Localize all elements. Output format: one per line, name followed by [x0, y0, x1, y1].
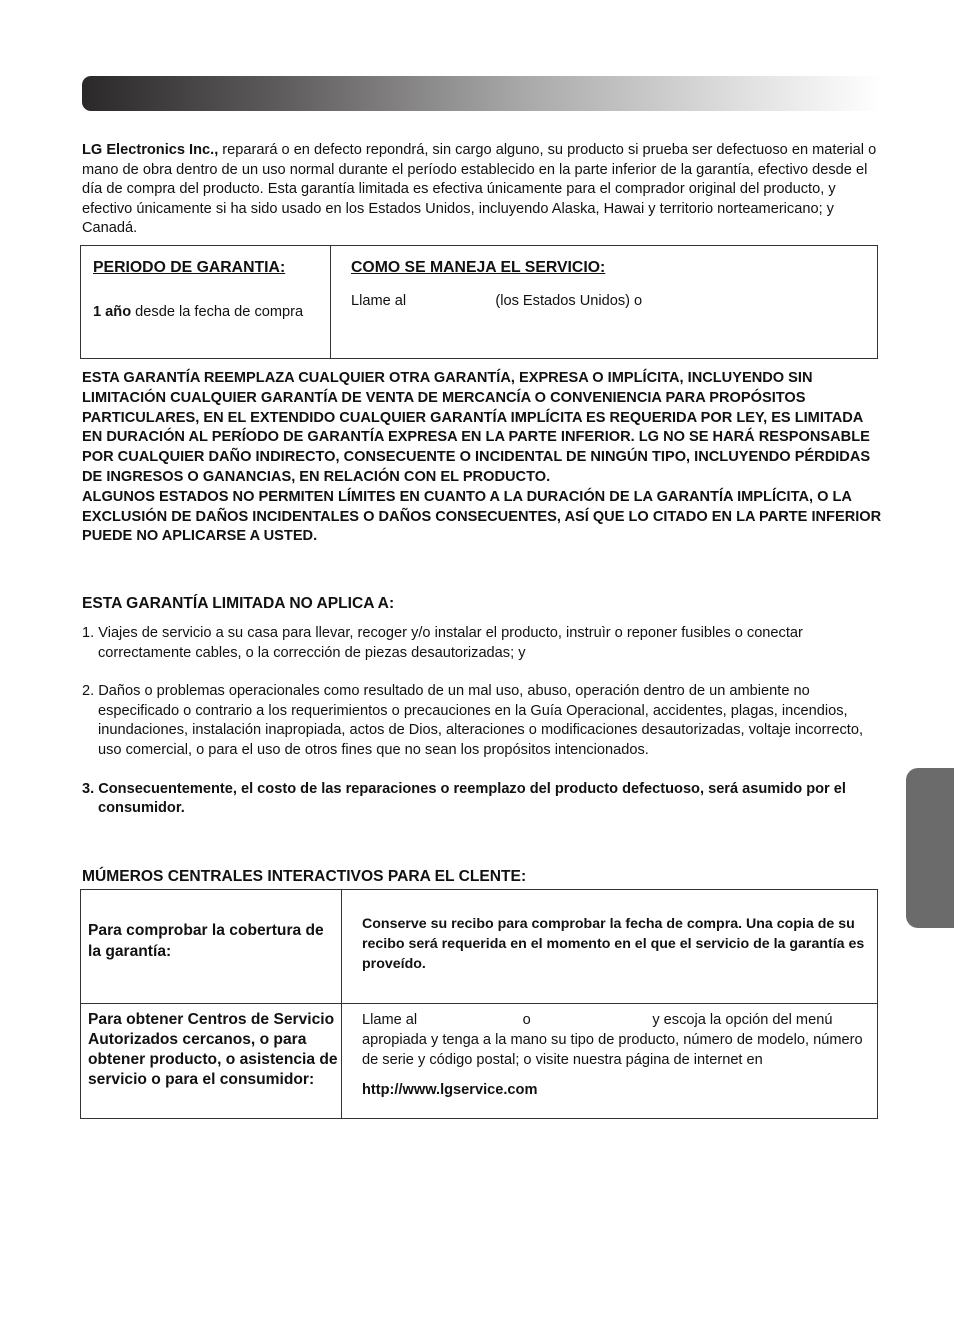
intro-paragraph: [82, 141, 882, 239]
service-cell: [331, 246, 878, 359]
list-item: 3. Consecuentemente, el costo de las reparaciones o reemplazo del producto defectuoso, será asumido por el consumidor.: [82, 780, 846, 817]
period-value: [93, 304, 330, 320]
side-section-tab: [906, 768, 954, 928]
service-heading: COMO SE MANEJA EL SERVICIO:: [351, 259, 606, 276]
coverage-label: Para comprobar la cobertura de la garantía:: [81, 890, 342, 1004]
list-item: 2. Daños o problemas operacionales como resultado de un mal uso, abuso, operación dentro de un ambiente no especificado o contrario a los requerimientos o precauciones en la Guía Operacional, accidentes, plagas, incendios, inundaciones, instalación inapropiada, actos de Dios, alteraciones o modificaciones desautorizadas, voltaje incorrecto, uso comercial, o para el uso de otros fines que no sean los propósitos intencionados.: [82, 683, 863, 758]
customer-numbers-table: [80, 889, 878, 1119]
list-item: 1. Viajes de servicio a su casa para llevar, recoger y/o instalar el producto, instruìr o reponer fusibles o conectar correctamente cables, o la corrección de piezas desautorizadas; y: [82, 625, 803, 661]
period-duration: 1 año: [93, 304, 132, 320]
disclaimer: [82, 369, 882, 547]
call-line: Llame al o y escoja la opción del menú: [362, 1012, 833, 1028]
service-text: Llame al (los Estados Unidos) o: [351, 293, 643, 309]
coverage-value: Conserve su recibo para comprobar la fecha de compra. Una copia de su recibo será requerida en el momento en el que el servicio de la garantía es proveído.: [342, 890, 878, 1004]
service-centers-label: Para obtener Centros de Servicio Autorizados cercanos, o para obtener producto, o asistencia de servicio o para el consumidor:: [81, 1004, 342, 1119]
call-instructions: apropiada y tenga a la mano su tipo de producto, número de modelo, número de serie y código postal; o visite nuestra página de internet en: [362, 1032, 863, 1068]
service-centers-value: [342, 1004, 878, 1119]
company-name: LG Electronics Inc.,: [82, 142, 219, 158]
not-apply-title: ESTA GARANTÍA LIMITADA NO APLICA A:: [82, 595, 395, 612]
exclusions-list: [82, 624, 882, 819]
warranty-table: [80, 245, 878, 359]
period-heading: PERIODO DE GARANTIA:: [93, 259, 286, 276]
service-website-link[interactable]: http://www.lgservice.com: [362, 1082, 538, 1098]
header-gradient-bar: [82, 76, 882, 111]
warranty-period-cell: [81, 246, 331, 359]
disclaimer-paragraph-1: ESTA GARANTÍA REEMPLAZA CUALQUIER OTRA GARANTÍA, EXPRESA O IMPLÍCITA, INCLUYENDO SIN LIMITACIÓN CUALQUIER GARANTÍA DE VENTA DE MERCANCÍA O CONVENIENCIA PARA PROPÓSITOS PARTICULARES, EN EL EXTENDIDO CUALQUIER GARANTÍA IMPLÍCITA ES REQUERIDA POR LEY, ES LIMITADA EN DURACIÓN AL PERÍODO DE GARANTÍA EXPRESA EN LA PARTE INFERIOR. LG NO SE HARÁ RESPONSABLE POR CUALQUIER DAÑO INDIRECTO, CONSECUENTE O INCIDENTAL DE NINGÚN TIPO, INCLUYENDO PÉRDIDAS DE INGRESOS O GANANCIAS, EN RELACIÓN CON EL PRODUCTO.: [82, 370, 871, 485]
period-text: desde la fecha de compra: [131, 304, 304, 320]
numbers-title: MÚMEROS CENTRALES INTERACTIVOS PARA EL CLENTE:: [82, 868, 527, 885]
intro-text: reparará o en defecto repondrá, sin cargo alguno, su producto si prueba ser defectuoso en material o mano de obra dentro de un uso normal durante el período establecido en la parte inferior de la garantía, efectivo desde el día de compra del producto. Esta garantía limitada es efectiva únicamente para el comprador original del producto, y efectivo únicamente si ha sido usado en los Estados Unidos, incluyendo Alaska, Hawai y territorio norteamericano; y Canadá.: [82, 142, 877, 237]
disclaimer-paragraph-2: ALGUNOS ESTADOS NO PERMITEN LÍMITES EN CUANTO A LA DURACIÓN DE LA GARANTÍA IMPLÍCITA, O LA EXCLUSIÓN DE DAÑOS INCIDENTALES O DAÑOS CONSECUENTES, ASÍ QUE LO CITADO EN LA PARTE INFERIOR PUEDE NO APLICARSE A USTED.: [82, 488, 882, 545]
